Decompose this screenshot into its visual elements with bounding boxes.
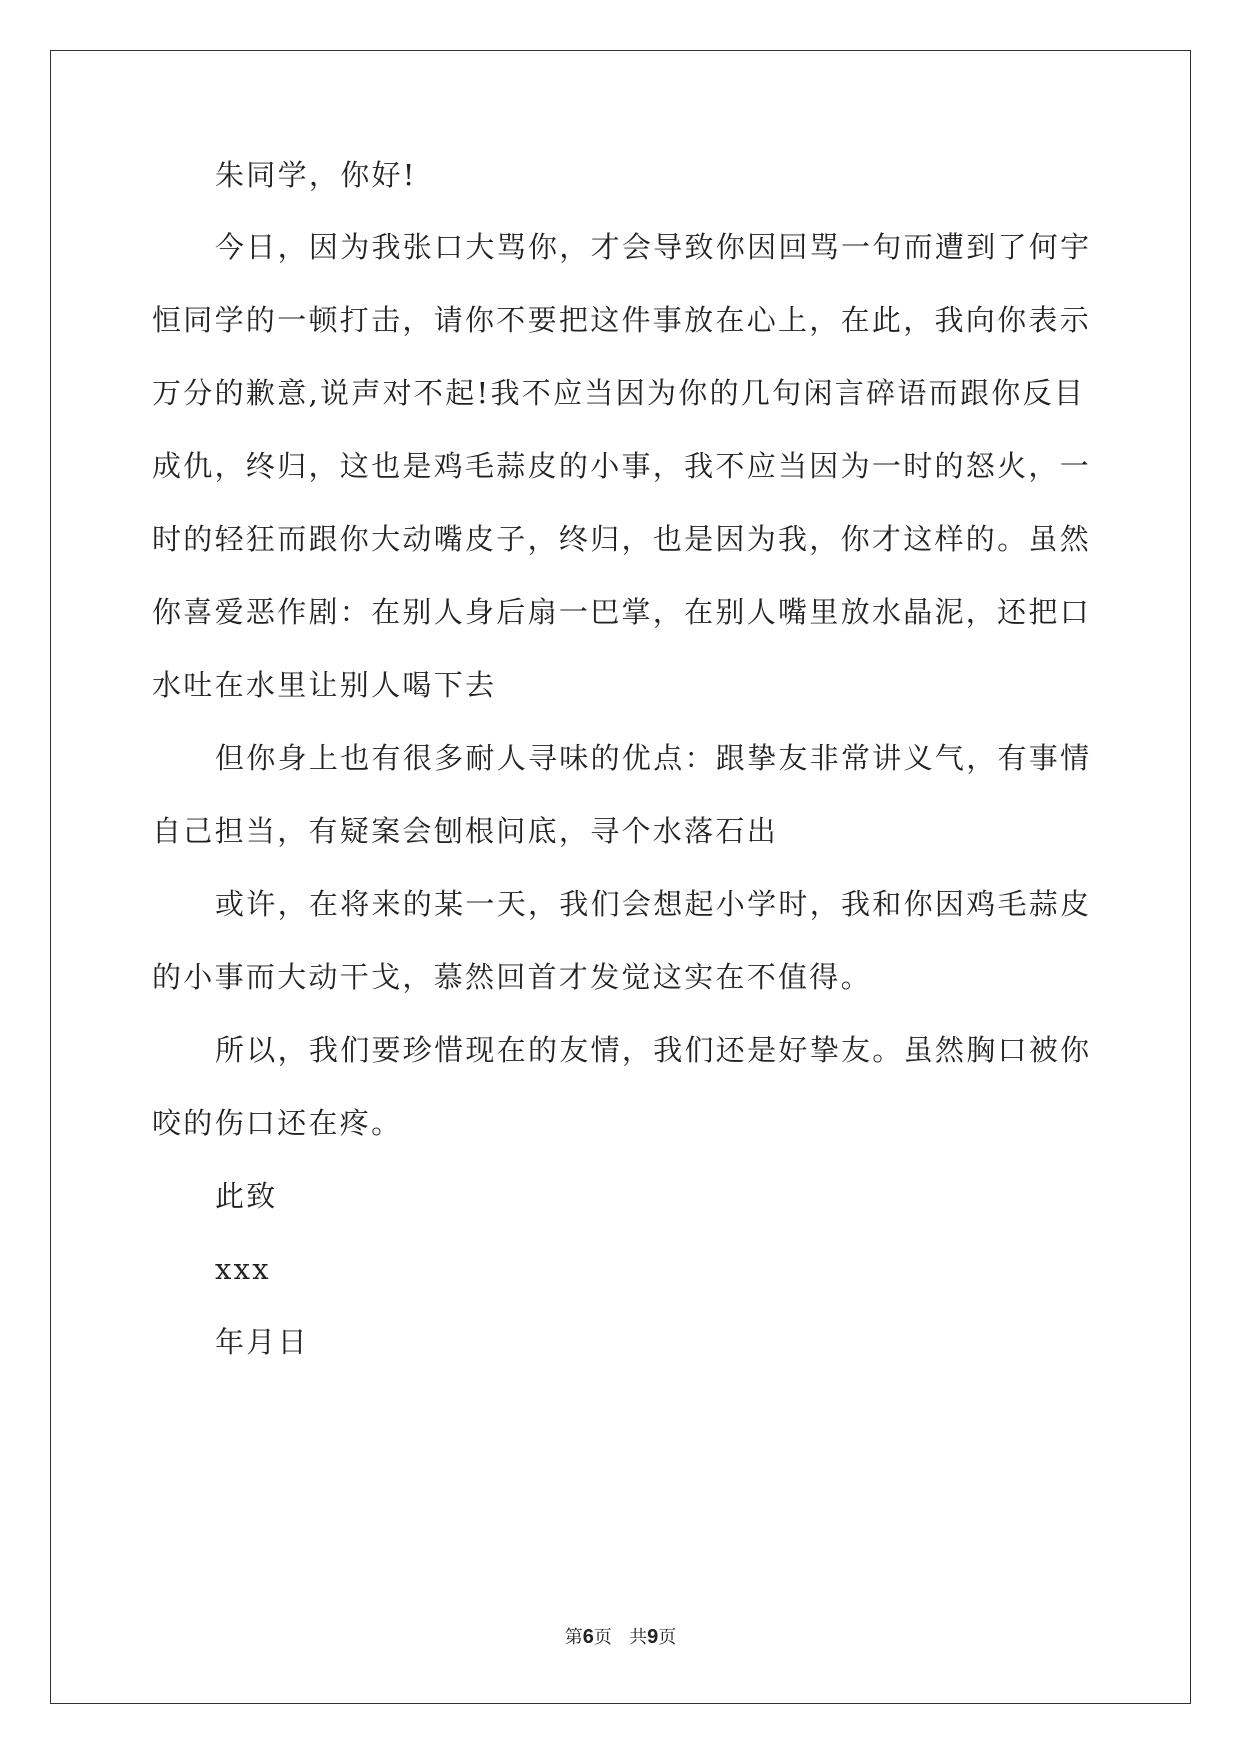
letter-greeting: 朱同学，你好! [215, 158, 417, 192]
letter-closing: 此致 [215, 1179, 278, 1213]
paragraph-line: 你喜爱恶作剧：在别人身后扇一巴掌，在别人嘴里放水晶泥，还把口 [152, 595, 1092, 629]
total-unit: 页 [658, 1627, 677, 1648]
paragraph-line: 今日，因为我张口大骂你，才会导致你因回骂一句而遭到了何宇 [215, 230, 1092, 264]
paragraph-line: 所以，我们要珍惜现在的友情，我们还是好挚友。虽然胸口被你 [215, 1033, 1092, 1067]
paragraph-line: 咬的伤口还在疼。 [152, 1106, 403, 1140]
paragraph-line: 的小事而大动干戈，慕然回首才发觉这实在不值得。 [152, 960, 872, 994]
paragraph-line: 自己担当，有疑案会刨根问底，寻个水落石出 [152, 814, 779, 848]
paragraph-line: 时的轻狂而跟你大动嘴皮子，终归，也是因为我，你才这样的。虽然 [152, 522, 1092, 556]
current-page-number: 6 [582, 1626, 594, 1648]
paragraph-line: 但你身上也有很多耐人寻味的优点：跟挚友非常讲义气，有事情 [215, 741, 1092, 775]
letter-signature: xxx [215, 1252, 271, 1286]
paragraph-line: 成仇，终归，这也是鸡毛蒜皮的小事，我不应当因为一时的怒火，一 [152, 449, 1092, 483]
paragraph-line: 恒同学的一顿打击，请你不要把这件事放在心上，在此，我向你表示 [152, 303, 1092, 337]
paragraph-line: 万分的歉意,说声对不起!我不应当因为你的几句闲言碎语而跟你反目 [152, 376, 1086, 410]
page-prefix: 第 [564, 1627, 583, 1648]
page-unit: 页 [593, 1627, 612, 1648]
paragraph-line: 或许，在将来的某一天，我们会想起小学时，我和你因鸡毛蒜皮 [215, 887, 1092, 921]
page-footer [0, 1623, 1241, 1649]
letter-date: 年月日 [215, 1325, 309, 1359]
page-border [50, 50, 1191, 1704]
paragraph-line: 水吐在水里让别人喝下去 [152, 668, 497, 702]
total-prefix: 共 [629, 1627, 648, 1648]
total-page-number: 9 [647, 1626, 659, 1648]
